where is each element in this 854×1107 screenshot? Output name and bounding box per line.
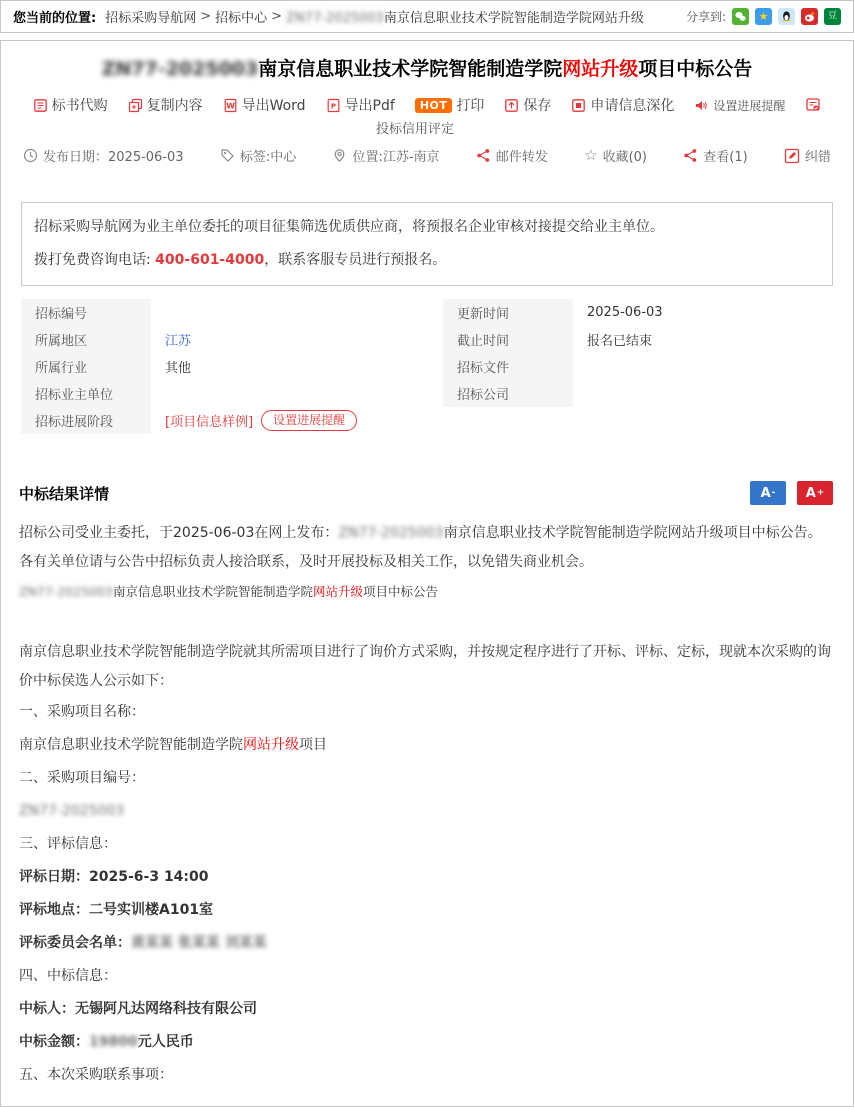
table-row: 招标进展阶段 [项目信息样例] 设置进展提醒 bbox=[21, 407, 411, 434]
breadcrumb-redacted-code: ZN77-2025003 bbox=[286, 11, 384, 26]
section-4-heading: 四、中标信息： bbox=[19, 967, 117, 984]
toolbar bbox=[1, 95, 853, 115]
title-redacted-code: ZN77-2025003 bbox=[101, 58, 259, 80]
amount-line: 中标金额：19800元人民币 bbox=[19, 1033, 194, 1050]
apply-info-deepen-button[interactable]: 申请信息深化 bbox=[571, 95, 674, 115]
project-code-line bbox=[19, 795, 835, 828]
meta-row bbox=[1, 146, 853, 165]
evaluation-place-line: 评标地点：二号实训楼A101室 bbox=[19, 901, 214, 918]
breadcrumb-separator: > bbox=[200, 9, 212, 24]
save-icon bbox=[504, 98, 519, 113]
credit-cert-icon bbox=[805, 97, 821, 113]
redacted-committee-names: 黄某某 张某某 刘某某 bbox=[131, 934, 267, 951]
export-word-button[interactable]: W 导出Word bbox=[223, 95, 306, 115]
star-icon: ☆ bbox=[584, 146, 598, 164]
clock-icon bbox=[23, 148, 38, 163]
breadcrumb-center-link[interactable]: 招标中心 bbox=[215, 11, 268, 26]
qzone-share-icon[interactable]: ★ bbox=[755, 8, 772, 25]
redacted-project-code: ZN77-2025003 bbox=[19, 584, 114, 599]
set-progress-reminder-pill-button[interactable]: 设置进展提醒 bbox=[261, 410, 357, 431]
share-views-icon bbox=[683, 148, 698, 163]
location-pin-icon bbox=[332, 148, 347, 163]
announcement-subtitle: ZN77-2025003南京信息职业技术学院智能制造学院网站升级项目中标公告 bbox=[19, 584, 439, 599]
service-phone[interactable]: 400-601-4000 bbox=[155, 252, 265, 268]
winner-line: 中标人：无锡阿凡达网络科技有限公司 bbox=[19, 1000, 257, 1017]
font-size-controls bbox=[750, 481, 833, 505]
copy-icon bbox=[128, 98, 143, 113]
credit-cert-button[interactable] bbox=[805, 97, 821, 113]
project-info-sample-link[interactable]: [项目信息样例] bbox=[165, 415, 254, 430]
table-row: 截止时间 报名已结束 bbox=[443, 326, 833, 353]
wechat-share-icon[interactable] bbox=[732, 8, 749, 25]
table-row: 所属行业 其他 bbox=[21, 353, 411, 380]
svg-text:P: P bbox=[330, 102, 336, 110]
qq-share-icon[interactable] bbox=[778, 8, 795, 25]
bid-credit-evaluation-link[interactable]: 投标信用评定 bbox=[375, 122, 454, 137]
redacted-amount: 19800 bbox=[89, 1033, 138, 1050]
share-to-group bbox=[686, 8, 841, 25]
error-correction-button[interactable]: 纠错 bbox=[784, 146, 831, 165]
favorite-button[interactable]: ☆ 收藏(0) bbox=[584, 146, 647, 165]
section-title: 中标结果详情 bbox=[19, 484, 110, 503]
notice-line2: 拨打免费咨询电话: 400-601-4000，联系客服专员进行预报名。 bbox=[34, 252, 447, 268]
tag-label: 标签:中心 bbox=[220, 146, 296, 165]
bid-info-table-right bbox=[443, 299, 833, 407]
notice-line1: 招标采购导航网为业主单位委托的项目征集筛选优质供应商，将预报名企业审核对接提交给业主单位。 bbox=[34, 219, 664, 235]
weibo-share-icon[interactable] bbox=[801, 8, 818, 25]
result-section-header bbox=[19, 481, 833, 505]
tag-icon bbox=[220, 148, 235, 163]
table-row: 更新时间 2025-06-03 bbox=[443, 299, 833, 326]
share-to-label: 分享到: bbox=[685, 10, 726, 24]
service-notice-box bbox=[21, 202, 833, 286]
bid-doc-purchase-button[interactable]: 标书代购 bbox=[33, 95, 108, 115]
info-deepen-icon bbox=[571, 98, 586, 113]
region-link[interactable]: 江苏 bbox=[165, 334, 192, 349]
evaluation-date-line: 评标日期：2025-6-3 14:00 bbox=[19, 868, 209, 885]
douban-share-icon[interactable]: 豆 bbox=[824, 8, 841, 25]
bid-info-table-left bbox=[21, 299, 411, 434]
table-row: 所属地区 江苏 bbox=[21, 326, 411, 353]
section-2-heading: 二、采购项目编号： bbox=[19, 769, 145, 786]
save-button[interactable]: 保存 bbox=[504, 95, 551, 115]
set-progress-reminder-button[interactable]: 设置进展提醒 bbox=[694, 97, 785, 114]
copy-content-button[interactable]: 复制内容 bbox=[128, 95, 203, 115]
export-pdf-button[interactable]: P 导出Pdf bbox=[326, 95, 395, 115]
page-title: ZN77-2025003南京信息职业技术学院智能制造学院网站升级项目中标公告 bbox=[101, 58, 753, 80]
share-forward-icon bbox=[476, 148, 491, 163]
location-label: 位置:江苏-南京 bbox=[332, 146, 439, 165]
section-5-heading: 五、本次采购联系事项： bbox=[19, 1066, 173, 1083]
doc-purchase-icon bbox=[33, 98, 48, 113]
breadcrumb-home-link[interactable]: 招标采购导航网 bbox=[105, 11, 197, 26]
bid-info-tables bbox=[21, 299, 833, 434]
table-row: 招标文件 bbox=[443, 353, 833, 380]
font-smaller-button[interactable]: A - bbox=[750, 481, 786, 505]
font-larger-button[interactable]: A + bbox=[797, 481, 833, 505]
publish-date: 发布日期：2025-06-03 bbox=[23, 146, 184, 165]
redacted-project-code: ZN77-2025003 bbox=[19, 802, 125, 819]
mail-forward-button[interactable]: 邮件转发 bbox=[476, 146, 548, 165]
speaker-icon bbox=[694, 98, 709, 113]
procurement-paragraph: 南京信息职业技术学院智能制造学院就其所需项目进行了询价方式采购，并按规定程序进行了开标、评标、定标，现就本次采购的询价中标侯选人公示如下： bbox=[19, 643, 831, 689]
redacted-project-code: ZN77-2025003 bbox=[338, 525, 444, 541]
views-button[interactable]: 查看(1) bbox=[683, 146, 747, 165]
announcement-panel bbox=[0, 40, 854, 1107]
breadcrumb-bar bbox=[0, 0, 854, 33]
title-highlight: 网站升级 bbox=[562, 58, 639, 80]
breadcrumb-current: 南京信息职业技术学院智能制造学院网站升级 bbox=[383, 11, 644, 26]
table-row: 招标公司 bbox=[443, 380, 833, 407]
svg-text:W: W bbox=[225, 101, 235, 110]
project-name-line: 南京信息职业技术学院智能制造学院网站升级项目 bbox=[19, 736, 327, 753]
word-file-icon bbox=[223, 98, 238, 113]
committee-line: 评标委员会名单：黄某某 张某某 刘某某 bbox=[19, 934, 267, 951]
announcement-body bbox=[1, 505, 853, 1092]
print-button[interactable]: HOT 打印 bbox=[415, 95, 485, 115]
section-3-heading: 三、评标信息： bbox=[19, 835, 117, 852]
breadcrumb-separator: > bbox=[271, 9, 283, 24]
hot-badge: HOT bbox=[415, 98, 453, 113]
table-row: 招标业主单位 bbox=[21, 380, 411, 407]
pencil-box-icon bbox=[784, 148, 800, 164]
breadcrumb-label: 您当前的位置: bbox=[13, 11, 97, 26]
section-1-heading: 一、采购项目名称： bbox=[19, 703, 145, 720]
table-row: 招标编号 bbox=[21, 299, 411, 326]
pdf-file-icon bbox=[326, 98, 341, 113]
intro-paragraph: 招标公司受业主委托，于2025-06-03在网上发布：ZN77-2025003南京信息职业技术学院智能制造学院网站升级项目中标公告。各有关单位请与公告中招标负责人接洽联系，及时开展投标及相关工作，以免错失商业机会。 bbox=[19, 525, 822, 570]
